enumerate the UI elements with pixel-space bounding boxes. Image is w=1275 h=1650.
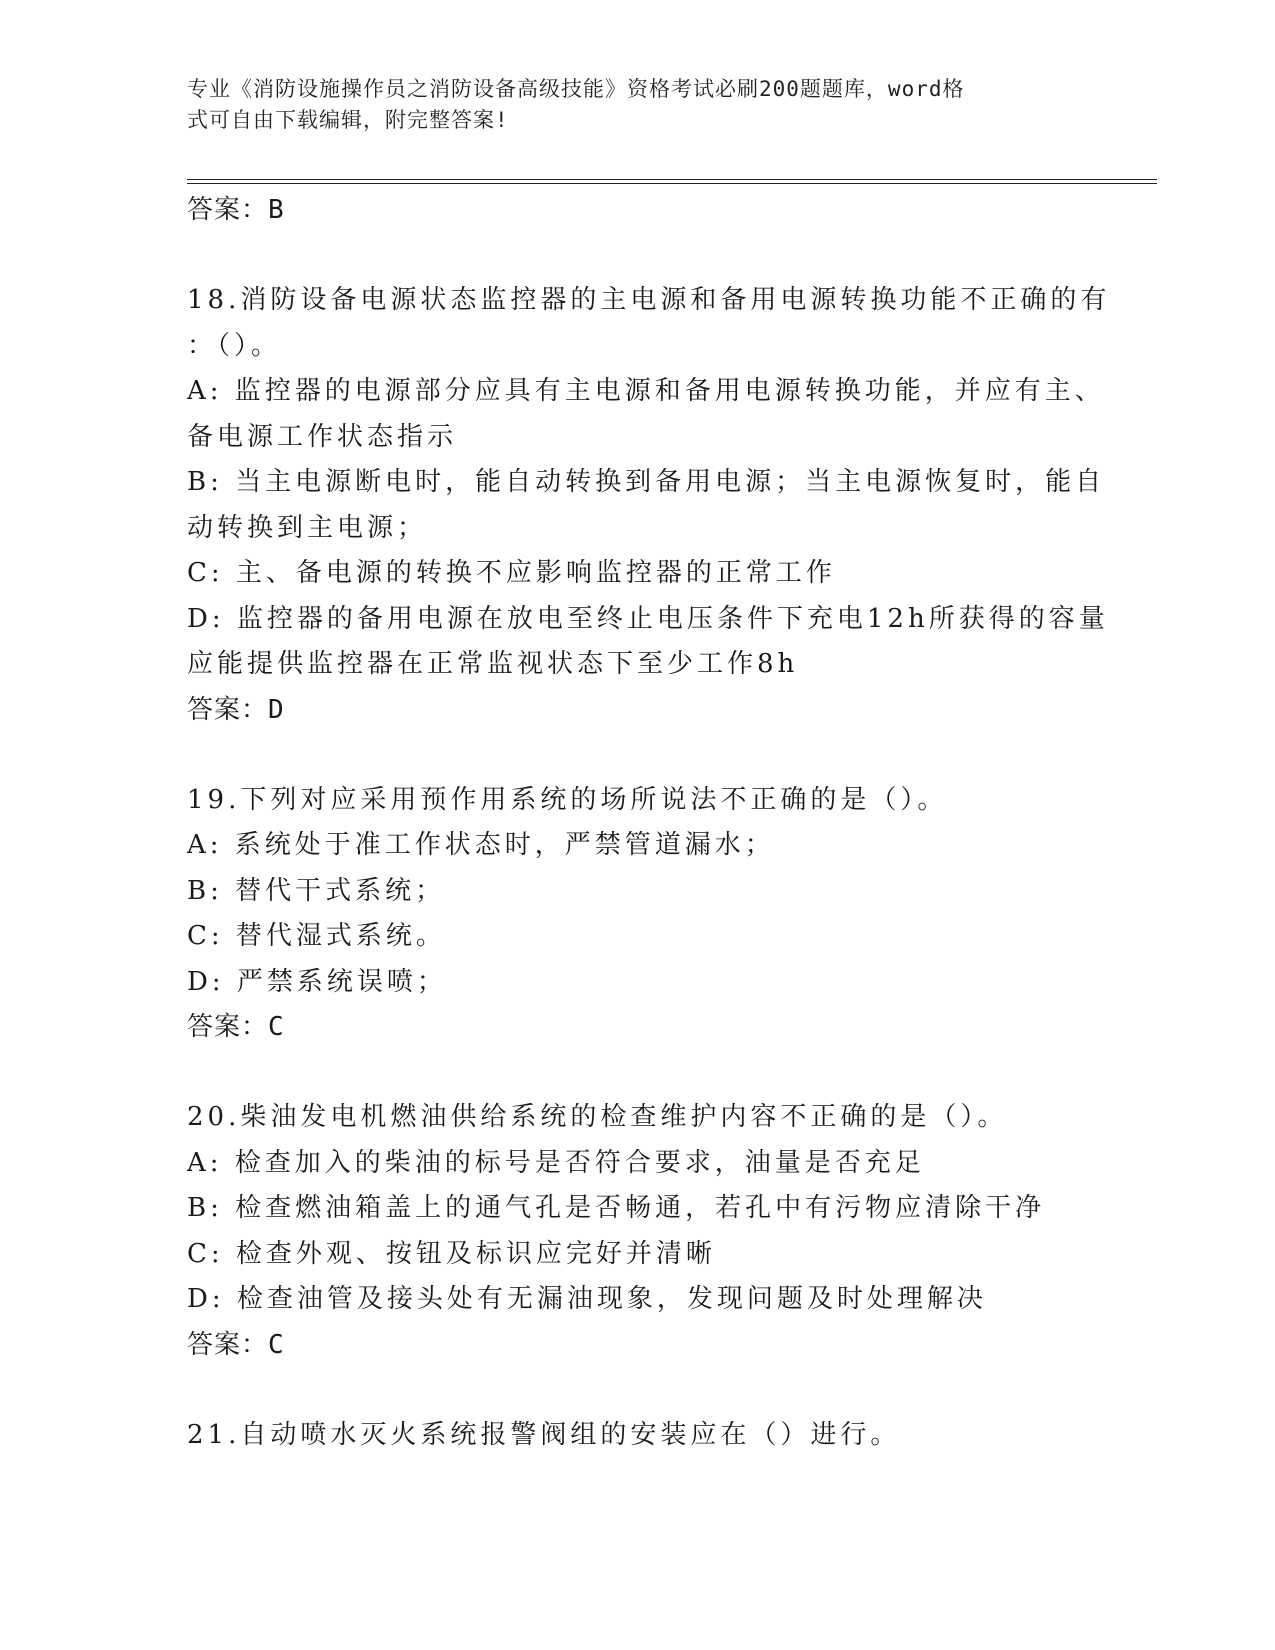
question-18-option-d-1: D: 监控器的备用电源在放电至终止电压条件下充电12h所获得的容量 — [187, 603, 1109, 634]
question-20 — [187, 1095, 1087, 1367]
question-19-option-c: C: 替代湿式系统。 — [187, 921, 446, 951]
header-line-2: 式可自由下载编辑，附完整答案! — [187, 108, 509, 132]
question-20-option-d: D: 检查油管及接头处有无漏油现象，发现问题及时处理解决 — [187, 1284, 987, 1314]
document-body — [187, 188, 1111, 1458]
question-20-option-a: A: 检查加入的柴油的标号是否符合要求，油量是否充足 — [187, 1147, 925, 1178]
answer-20: 答案：C — [187, 1329, 285, 1360]
question-18-option-c: C: 主、备电源的转换不应影响监控器的正常工作 — [187, 558, 836, 588]
question-18-option-a-2: 备电源工作状态指示 — [187, 421, 458, 452]
answer-17: 答案：B — [187, 195, 285, 225]
header-line-1: 专业《消防设施操作员之消防设备高级技能》资格考试必刷200题题库，word格 — [187, 77, 965, 101]
question-20-option-c: C: 检查外观、按钮及标识应完好并清晰 — [187, 1238, 716, 1269]
question-18-stem-1: 18.消防设备电源状态监控器的主电源和备用电源转换功能不正确的有 — [187, 285, 1111, 315]
question-19-stem: 19.下列对应采用预作用系统的场所说法不正确的是（）。 — [187, 784, 948, 815]
question-21-stem: 21.自动喷水灭火系统报警阀组的安装应在（）进行。 — [187, 1419, 901, 1450]
question-20-option-b: B: 检查燃油箱盖上的通气孔是否畅通，若孔中有污物应清除干净 — [187, 1193, 1046, 1223]
question-18-option-d-2: 应能提供监控器在正常监视状态下至少工作8h — [187, 649, 799, 679]
spacer — [187, 232, 1087, 278]
question-18 — [187, 278, 1111, 732]
question-19-option-b: B: 替代干式系统； — [187, 875, 446, 906]
question-18-option-b-2: 动转换到主电源； — [187, 512, 428, 543]
question-18-stem-2: ：（）。 — [187, 330, 282, 361]
question-18-option-a-1: A: 监控器的电源部分应具有主电源和备用电源转换功能，并应有主、 — [187, 376, 1105, 406]
spacer — [187, 732, 1087, 778]
question-20-stem: 20.柴油发电机燃油供给系统的检查维护内容不正确的是（）。 — [187, 1102, 1008, 1132]
spacer — [187, 1367, 1087, 1413]
question-19 — [187, 778, 1087, 1050]
answer-18: 答案：D — [187, 694, 285, 725]
question-19-option-d: D: 严禁系统误喷； — [187, 966, 447, 997]
spacer — [187, 1049, 1087, 1095]
question-18-option-b-1: B: 当主电源断电时，能自动转换到备用电源；当主电源恢复时，能自 — [187, 467, 1106, 497]
document-header — [187, 74, 1067, 136]
header-rule-top — [187, 179, 1157, 180]
header-rule-bottom — [187, 183, 1157, 184]
question-21 — [187, 1413, 1087, 1459]
answer-19: 答案：C — [187, 1012, 285, 1042]
question-19-option-a: A: 系统处于准工作状态时，严禁管道漏水； — [187, 830, 775, 860]
